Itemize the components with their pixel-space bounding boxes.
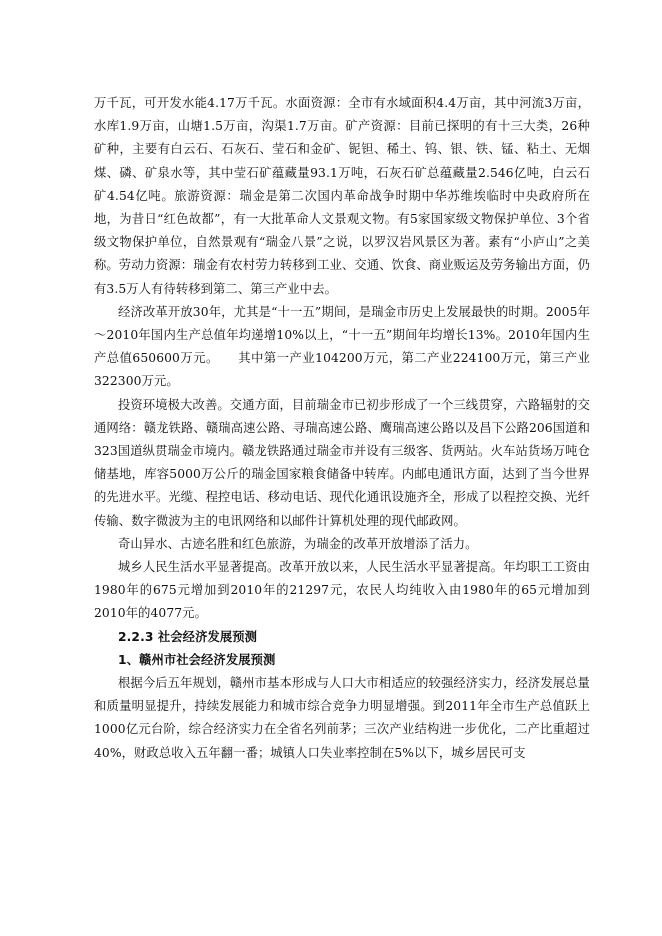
subsection-heading: 1、赣州市社会经济发展预测: [118, 652, 276, 667]
tourism-paragraph: 奇山异水、古迹名胜和红色旅游，为瑞金的改革开放增添了活力。: [118, 536, 478, 551]
investment-environment-paragraph: 投资环境极大改善。交通方面，目前瑞金市已初步形成了一个三线贯穿，六路辐射的交通网络：赣龙铁路、赣瑞高速公路、寻瑞高速公路、鹰瑞高速公路以及昌下公路206国道和323国道纵贯瑞金市境内。赣龙铁路通过瑞金市并设有三级客、货两站。火车站货场万吨仓储基地，库容5000万公斤的瑞金国家粮食储备中转库。内邮电通讯方面，达到了当今世界的先进水平。光缆、程控电话、移动电话、现代化通讯设施齐全，形成了以程控交换、光纤传输、数字微波为主的电讯网络和以邮件计算机处理的现代邮政网。: [94, 397, 590, 528]
document-body: [94, 92, 590, 765]
section-heading: 2.2.3 社会经济发展预测: [118, 629, 258, 644]
economic-reform-paragraph: 经济改革开放30年，尤其是“十一五”期间，是瑞金市历史上发展最快的时期。2005年～2010年国内生产总值年均递增10%以上，“十一五”期间年均增长13%。2010年国内生产总值650600万元。 其中第一产业104200万元，第二产业224100万元，第三产业322300万元。: [94, 304, 590, 389]
resources-paragraph: 万千瓦，可开发水能4.17万千瓦。水面资源：全市有水域面积4.4万亩，其中河流3万亩，水库1.9万亩，山塘1.5万亩，沟渠1.7万亩。矿产资源：目前已探明的有十三大类，26种矿种，主要有白云石、石灰石、莹石和金矿、铌钽、稀土、钨、银、铁、锰、粘土、无烟煤、磷、矿泉水等，其中莹石矿蕴藏量93.1万吨，石灰石矿总蕴藏量2.546亿吨，白云石矿4.54亿吨。旅游资源：瑞金是第二次国内革命战争时期中华苏维埃临时中央政府所在地，为昔日“红色故都”，有一大批革命人文景观文物。有5家国家级文物保护单位、3个省级文物保护单位，自然景观有“瑞金八景”之说，以罗汉岩风景区为著。素有“小庐山”之美称。劳动力资源：瑞金有农村劳力转移到工业、交通、饮食、商业贩运及劳务输出方面，仍有3.5万人有待转移到第二、第三产业中去。: [94, 96, 590, 296]
living-standard-paragraph: 城乡人民生活水平显著提高。改革开放以来，人民生活水平显著提高。年均职工工资由1980年的675元增加到2010年的21297元，农民人均纯收入由1980年的65元增加到2010年的4077元。: [94, 560, 590, 621]
development-forecast-paragraph: 根据今后五年规划，赣州市基本形成与人口大市相适应的较强经济实力，经济发展总量和质量明显提升，持续发展能力和城市综合竞争力明显增强。到2011年全市生产总值跃上1000亿元台阶，综合经济实力在全省名列前茅；三次产业结构进一步优化，二产比重超过40%，财政总收入五年翻一番；城镇人口失业率控制在5%以下，城乡居民可支: [94, 676, 590, 760]
